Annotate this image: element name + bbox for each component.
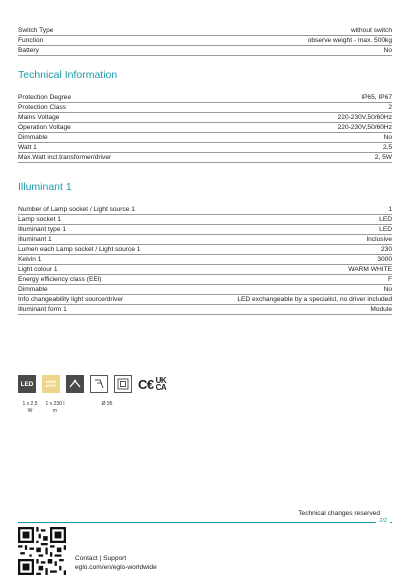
section-title-illuminant: Illuminant 1 [18,181,72,193]
table-row [18,123,392,133]
row-label: Info changeability light source/driver [18,295,124,303]
caption-line: m [52,408,58,414]
caption-line: 1 x 230 l [45,401,65,407]
row-value: observe weight - max. 500kg [307,36,392,44]
caption-led-wattage [18,401,42,415]
row-label: Protection Degree [18,93,72,101]
table-row [18,46,392,56]
row-label: Mains Voltage [18,113,60,121]
technical-changes-note: Technical changes reserved [298,510,380,517]
row-label: Battery [18,46,39,54]
table-row [18,205,392,215]
row-label: Protection Class [18,103,67,111]
table-row [18,265,392,275]
row-value: without switch [350,26,392,34]
row-value: 2,5 [382,143,392,151]
table-row [18,153,392,163]
footer-divider [18,522,392,523]
table-row [18,245,392,255]
row-value: 3000 [377,255,392,263]
row-label: Illuminant type 1 [18,225,67,233]
table-row [18,26,392,36]
table-row [18,225,392,235]
qr-code-icon [18,527,66,575]
row-value: Module [370,305,392,313]
row-value: 1 [388,205,392,213]
row-label: Lamp socket 1 [18,215,61,223]
row-label: Max.Watt incl.transformer/driver [18,153,112,161]
table-row [18,143,392,153]
caption-line: Ø 95 [101,401,113,407]
table-row [18,275,392,285]
caption-diameter [97,401,117,408]
caption-line: 1 x 2,5 [22,401,38,407]
table-row [18,235,392,245]
row-value: No [383,46,392,54]
caption-line: W [27,408,33,414]
row-label: Lumen each Lamp socket / Light source 1 [18,245,141,253]
row-value: 2 [388,103,392,111]
row-label: Kelvin 1 [18,255,42,263]
row-value: F [387,275,392,283]
table-row [18,255,392,265]
row-label: Dimmable [18,133,48,141]
row-value: 220-230V,50/60Hz [337,113,392,121]
section-title-technical: Technical Information [18,69,118,81]
row-value: No [383,133,392,141]
row-value: 2, 5W [374,153,392,161]
table-row [18,93,392,103]
row-label: Illuminant 1 [18,235,52,243]
row-value: 230 [380,245,392,253]
table-row [18,113,392,123]
table-row [18,133,392,143]
row-label: Dimmable [18,285,48,293]
table-row [18,36,392,46]
general-table [18,26,392,56]
row-label: Light colour 1 [18,265,58,273]
warm-icon-line1: WARM [45,380,57,384]
row-value: No [383,285,392,293]
ukca-line1: UK [155,376,167,385]
illuminant-table [18,205,392,315]
ukca-mark-icon [156,377,167,391]
led-icon-label: LED [20,380,34,388]
row-label: Watt 1 [18,143,37,151]
contact-line: Contact | Support [75,555,127,562]
warm-icon-line2: WHITE [45,384,57,388]
feature-icons [18,375,166,393]
ce-mark-icon: C€ [138,376,154,392]
row-label: Switch Type [18,26,54,34]
table-row [18,103,392,113]
table-row [18,295,392,305]
caption-lumen [42,401,68,415]
row-label: Illuminant form 1 [18,305,67,313]
technical-table [18,93,392,163]
row-value: LED exchangeable by a specialist, no driver included [237,295,392,303]
led-icon [18,375,36,393]
page-number: 2/2 [376,518,390,524]
row-value: WARM WHITE [348,265,392,273]
table-row [18,215,392,225]
beam-angle-icon [66,375,84,393]
row-label: Energy efficiency class (EEl) [18,275,102,283]
contact-link[interactable]: eglo.com/en/eglo-worldwide [75,564,157,571]
protection-class-icon [114,375,132,393]
table-row [18,285,392,295]
row-value: LED [379,215,392,223]
mounting-icon [90,375,108,393]
row-value: IP65, IP67 [361,93,392,101]
row-label: Number of Lamp socket / Light source 1 [18,205,135,213]
certification-marks [138,377,166,392]
row-value: LED [379,225,392,233]
row-value: 220-230V,50/60Hz [337,123,392,131]
ukca-line2: CA [155,383,167,392]
warm-white-icon [42,375,60,393]
row-label: Operation Voltage [18,123,71,131]
table-row [18,305,392,315]
row-label: Function [18,36,44,44]
row-value: Inclusive [366,235,392,243]
contact-block [75,554,157,572]
